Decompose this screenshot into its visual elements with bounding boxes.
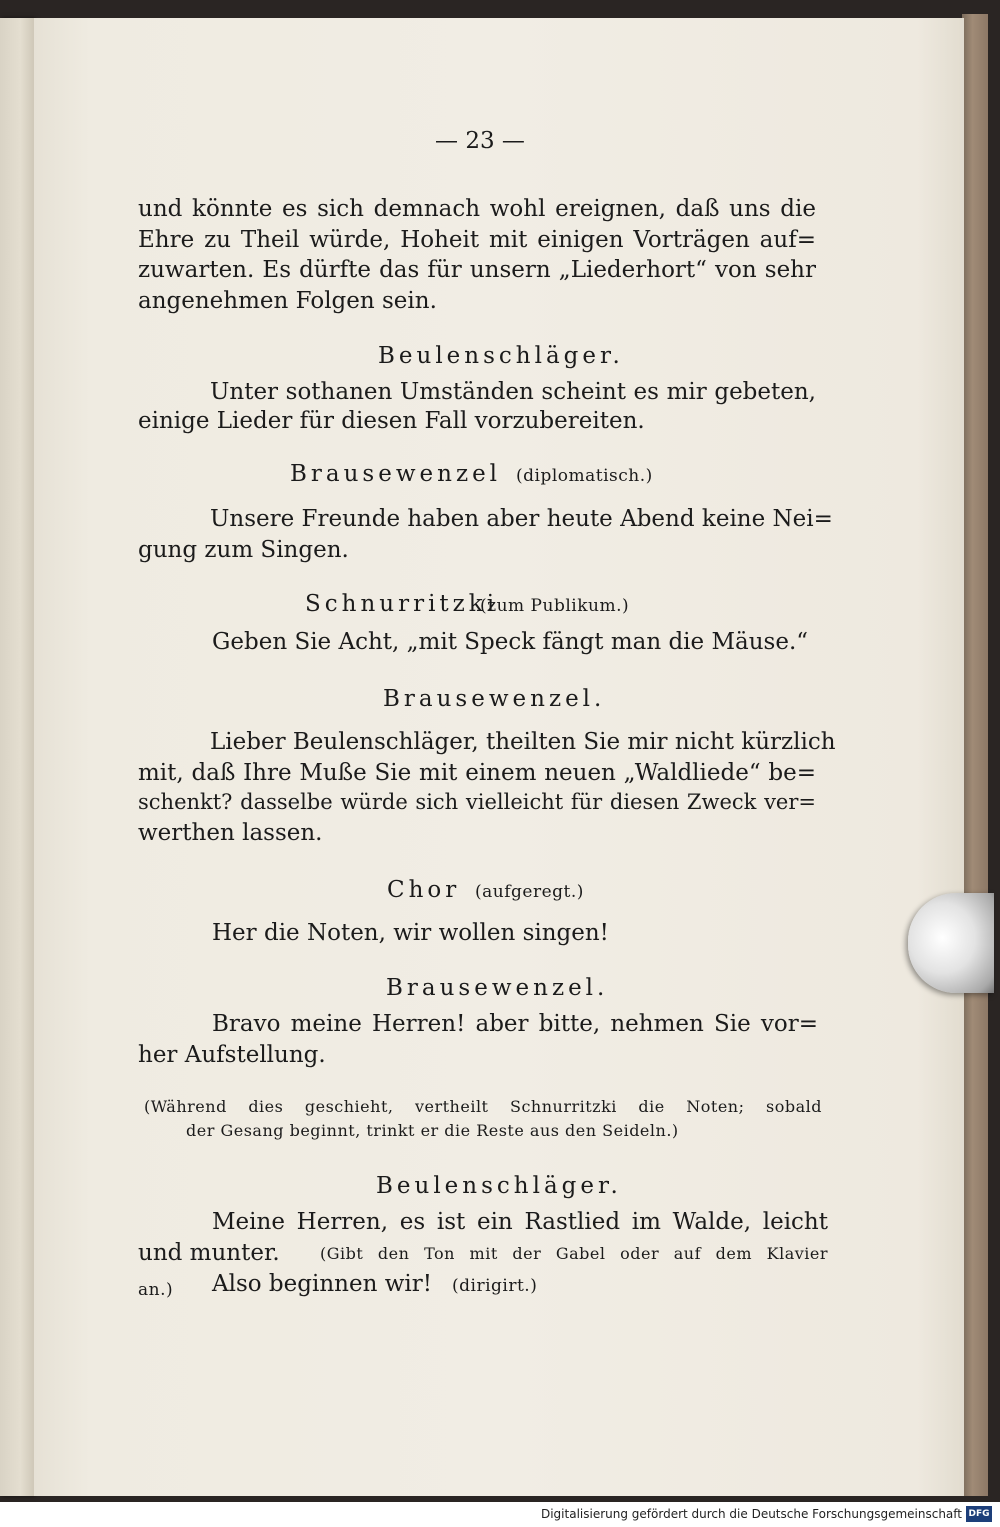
footer-bar bbox=[0, 1502, 1000, 1527]
stage-direction: (zum Publikum.) bbox=[480, 596, 630, 616]
text-line: zuwarten. Es dürfte das für unsern „Liederhort“ von sehr bbox=[138, 257, 816, 283]
text-line: gung zum Singen. bbox=[138, 537, 349, 563]
page-number: — 23 — bbox=[435, 128, 525, 154]
text-line: Lieber Beulenschläger, theilten Sie mir nicht kürzlich bbox=[210, 729, 836, 755]
speaker-name: Brausewenzel. bbox=[383, 686, 606, 712]
text-line: mit, daß Ihre Muße Sie mit einem neuen „Waldliede“ be= bbox=[138, 760, 816, 786]
text-line: Unsere Freunde haben aber heute Abend keine Nei= bbox=[210, 506, 833, 532]
text-line: Her die Noten, wir wollen singen! bbox=[212, 920, 609, 946]
text-line: angenehmen Folgen sein. bbox=[138, 288, 437, 314]
text-line: werthen lassen. bbox=[138, 820, 323, 846]
text-line: Also beginnen wir! bbox=[212, 1271, 432, 1297]
text-line: Meine Herren, es ist ein Rastlied im Walde, leicht bbox=[212, 1209, 828, 1235]
text-line: Ehre zu Theil würde, Hoheit mit einigen Vorträgen auf= bbox=[138, 227, 816, 253]
text-line: und könnte es sich demnach wohl ereignen, daß uns die bbox=[138, 196, 816, 222]
book-cover-edge bbox=[962, 14, 988, 1496]
text-line: Geben Sie Acht, „mit Speck fängt man die Mäuse.“ bbox=[212, 629, 809, 655]
speaker-name: Beulenschläger. bbox=[376, 1173, 622, 1199]
text-line: einige Lieder für diesen Fall vorzubereiten. bbox=[138, 408, 645, 434]
speaker-name: Schnurritzki bbox=[305, 591, 499, 617]
page-clip-tab bbox=[908, 893, 994, 993]
stage-direction: (Während dies geschieht, vertheilt Schnurritzki die Noten; sobald bbox=[144, 1097, 822, 1116]
text-line: und munter. bbox=[138, 1240, 280, 1266]
dfg-logo: DFG bbox=[966, 1506, 992, 1522]
text-line: Unter sothanen Umständen scheint es mir gebeten, bbox=[210, 379, 816, 405]
stage-direction: der Gesang beginnt, trinkt er die Reste aus den Seideln.) bbox=[186, 1121, 679, 1140]
text-line: schenkt? dasselbe würde sich vielleicht für diesen Zweck ver= bbox=[138, 790, 816, 814]
stage-direction: an.) bbox=[138, 1280, 174, 1300]
stage-direction: (Gibt den Ton mit der Gabel oder auf dem Klavier bbox=[320, 1244, 828, 1263]
speaker-name: Beulenschläger. bbox=[378, 343, 624, 369]
stage-direction: (aufgeregt.) bbox=[475, 882, 584, 902]
speaker-name: Brausewenzel bbox=[290, 461, 502, 487]
speaker-name: Chor bbox=[387, 877, 461, 903]
stage-direction: (dirigirt.) bbox=[452, 1276, 538, 1296]
stage-direction: (diplomatisch.) bbox=[516, 466, 653, 486]
text-line: Bravo meine Herren! aber bitte, nehmen Sie vor= bbox=[212, 1011, 818, 1037]
speaker-name: Brausewenzel. bbox=[386, 975, 609, 1001]
left-page-edge bbox=[0, 18, 34, 1496]
text-line: her Aufstellung. bbox=[138, 1042, 326, 1068]
footer-credit: Digitalisierung gefördert durch die Deutsche Forschungsgemeinschaft bbox=[540, 1507, 962, 1521]
